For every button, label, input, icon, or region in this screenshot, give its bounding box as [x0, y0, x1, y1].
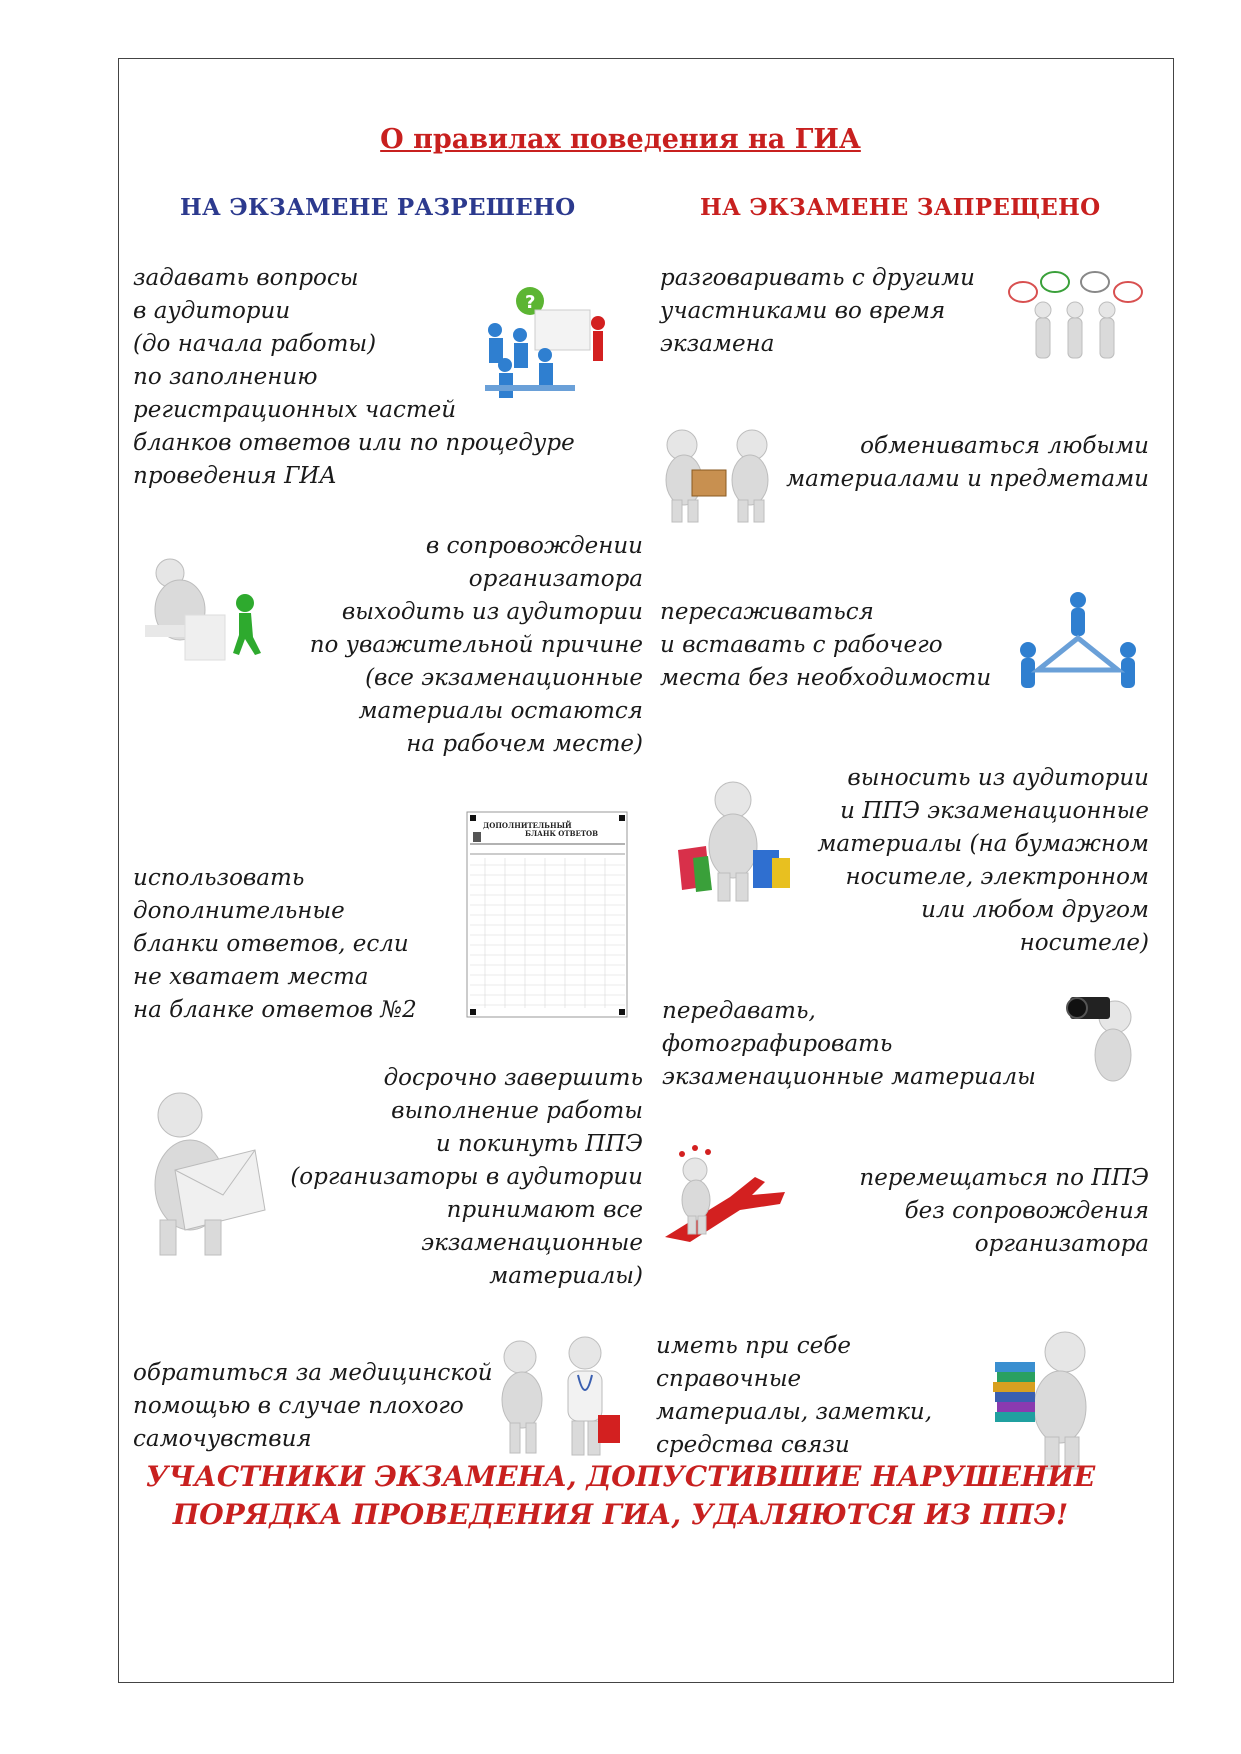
- allowed-item-text: задавать вопросы в аудитории (до начала работы) по заполнению регистрационных частей бланков ответов или по процедуре проведения ГИА: [133, 265, 575, 489]
- doctor-icon: [490, 1335, 625, 1460]
- forbidden-item-text: иметь при себе справочные материалы, заметки, средства связи: [656, 1333, 933, 1458]
- sheet-title-line1: ДОПОЛНИТЕЛЬНЫЙ: [483, 821, 572, 830]
- allowed-item-text: в сопровождении организатора выходить из аудитории по уважительной причине (все экзаменационные материалы остаются на рабочем месте): [309, 533, 643, 757]
- walking-out-icon: [135, 555, 265, 665]
- svg-text:?: ?: [525, 292, 536, 313]
- forbidden-item-text: разговаривать с другими участниками во время экзамена: [660, 265, 975, 357]
- forbidden-heading: НА ЭКЗАМЕНЕ ЗАПРЕЩЕНО: [700, 194, 1101, 221]
- forbidden-item-text: передавать, фотографировать экзаменационные материалы: [662, 998, 1036, 1090]
- network-people-icon: [1010, 588, 1145, 698]
- talking-people-icon: [1003, 268, 1148, 373]
- camera-icon: [1065, 985, 1145, 1085]
- page-title: О правилах поведения на ГИА: [380, 124, 861, 155]
- allowed-item-text: обратиться за медицинской помощью в случае плохого самочувствия: [133, 1360, 493, 1452]
- forbidden-item-text: обмениваться любыми материалами и предметами: [786, 433, 1149, 492]
- shopping-bags-icon: [668, 778, 798, 903]
- allowed-heading: НА ЭКЗАМЕНЕ РАЗРЕШЕНО: [180, 194, 576, 221]
- forbidden-item-text: пересаживаться и вставать с рабочего места без необходимости: [660, 599, 992, 691]
- books-stack-icon: [985, 1322, 1105, 1472]
- envelope-carrier-icon: [135, 1090, 270, 1260]
- red-path-icon: [660, 1142, 790, 1242]
- allowed-item-text: досрочно завершить выполнение работы и покинуть ППЭ (организаторы в аудитории принимают все экзаменационные материалы): [290, 1065, 643, 1289]
- allowed-item-text: использовать дополнительные бланки ответов, если не хватает места на бланке ответов №2: [133, 865, 417, 1023]
- warning-footer: [0, 1458, 1241, 1534]
- forbidden-item-text: выносить из аудитории и ППЭ экзаменационные материалы (на бумажном носителе, электронном или любом другом носителе): [817, 765, 1149, 956]
- footer-line-1: УЧАСТНИКИ ЭКЗАМЕНА, ДОПУСТИВШИЕ НАРУШЕНИЕ: [145, 1460, 1096, 1493]
- classroom-question-icon: [480, 285, 610, 405]
- exchange-box-icon: [652, 425, 782, 525]
- footer-line-2: ПОРЯДКА ПРОВЕДЕНИЯ ГИА, УДАЛЯЮТСЯ ИЗ ППЭ!: [172, 1498, 1069, 1531]
- forbidden-item-text: перемещаться по ППЭ без сопровождения организатора: [859, 1165, 1149, 1257]
- sheet-title-line2: БЛАНК ОТВЕТОВ: [525, 829, 599, 838]
- answer-sheet-icon: [465, 810, 630, 1020]
